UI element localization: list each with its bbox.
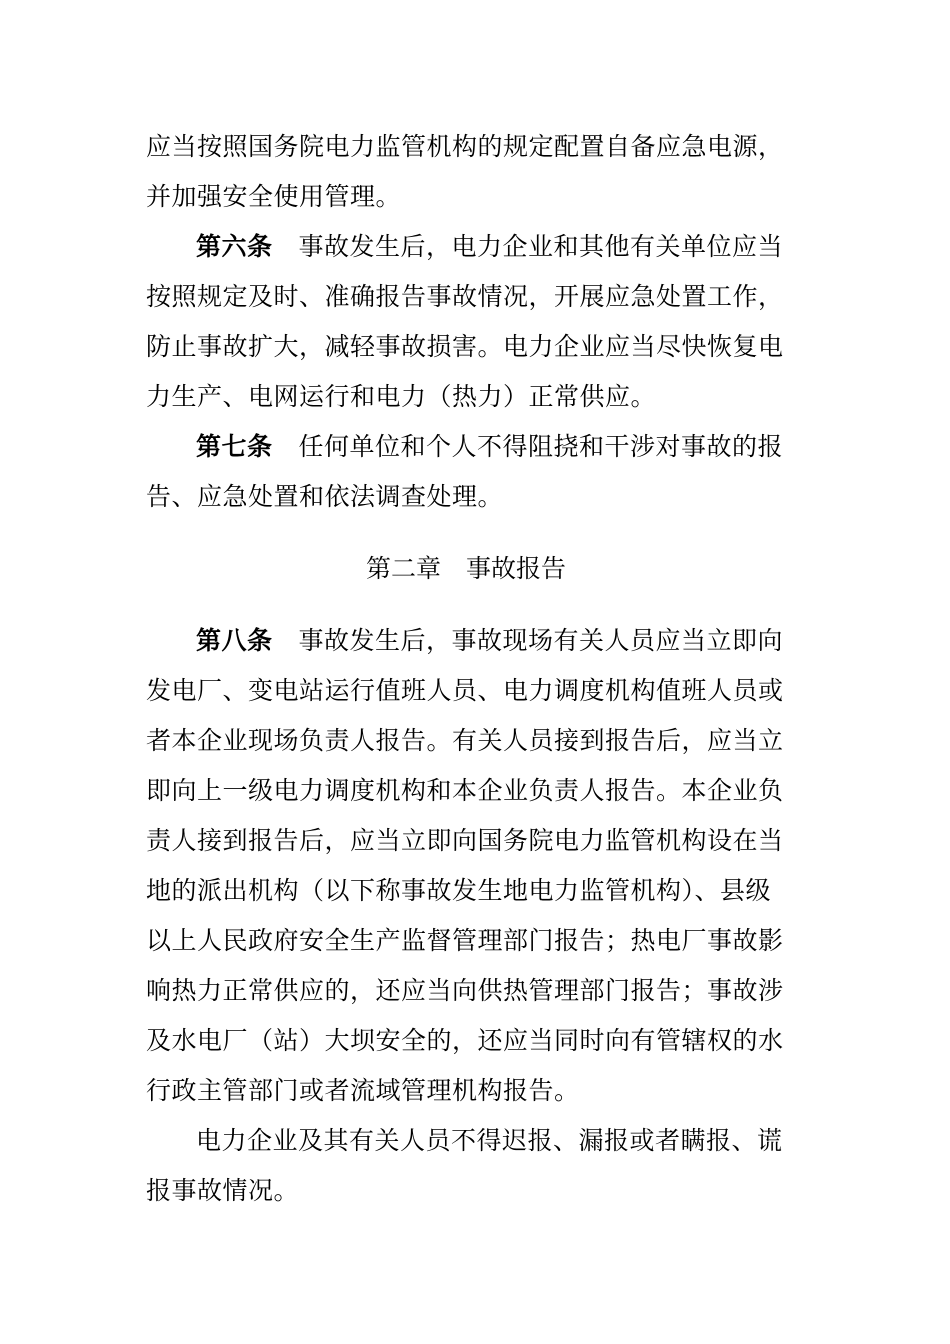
article-number: 第八条: [196, 626, 273, 655]
article-text: 任何单位和个人不得阻挠和干涉对事故的报: [298, 432, 784, 461]
article-8: [146, 616, 786, 1116]
chapter-heading: 第二章 事故报告: [365, 554, 566, 583]
text-line: 报事故情况。: [146, 1176, 300, 1205]
text-line: 及水电厂（站）大坝安全的，还应当同时向有管辖权的水: [146, 1026, 784, 1055]
text-line: 即向上一级电力调度机构和本企业负责人报告。本企业负: [146, 776, 784, 805]
article-number: 第六条: [196, 232, 273, 261]
article-number: 第七条: [196, 432, 273, 461]
article-7: [146, 422, 786, 522]
text-line: 响热力正常供应的，还应当向供热管理部门报告；事故涉: [146, 976, 784, 1005]
text-line: 发电厂、变电站运行值班人员、电力调度机构值班人员或: [146, 676, 784, 705]
article-text: 事故发生后，电力企业和其他有关单位应当: [298, 232, 784, 261]
text-line: [146, 616, 786, 666]
text-line: 地的派出机构（以下称事故发生地电力监管机构）、县级: [146, 876, 772, 905]
text-line: 者本企业现场负责人报告。有关人员接到报告后，应当立: [146, 726, 784, 755]
text-line: 防止事故扩大，减轻事故损害。电力企业应当尽快恢复电: [146, 332, 784, 361]
text-line: [146, 222, 786, 272]
text-line: 以上人民政府安全生产监督管理部门报告；热电厂事故影: [146, 926, 784, 955]
text-line: 应当按照国务院电力监管机构的规定配置自备应急电源，: [146, 132, 784, 161]
text-line: 行政主管部门或者流域管理机构报告。: [146, 1076, 580, 1105]
text-line: [146, 422, 786, 472]
text-line: 责人接到报告后，应当立即向国务院电力监管机构设在当: [146, 826, 784, 855]
article-6: [146, 222, 786, 422]
article-text: 事故发生后，事故现场有关人员应当立即向: [298, 626, 784, 655]
paragraph-closing: [146, 1116, 786, 1216]
text-line: 按照规定及时、准确报告事故情况，开展应急处置工作，: [146, 282, 784, 311]
text-line: 电力企业及其有关人员不得迟报、漏报或者瞒报、谎: [196, 1126, 783, 1155]
text-line: 并加强安全使用管理。: [146, 182, 402, 211]
document-page: [146, 122, 786, 1216]
text-line: 告、应急处置和依法调查处理。: [146, 482, 504, 511]
text-line: 力生产、电网运行和电力（热力）正常供应。: [146, 382, 657, 411]
paragraph-continuation: [146, 122, 786, 222]
